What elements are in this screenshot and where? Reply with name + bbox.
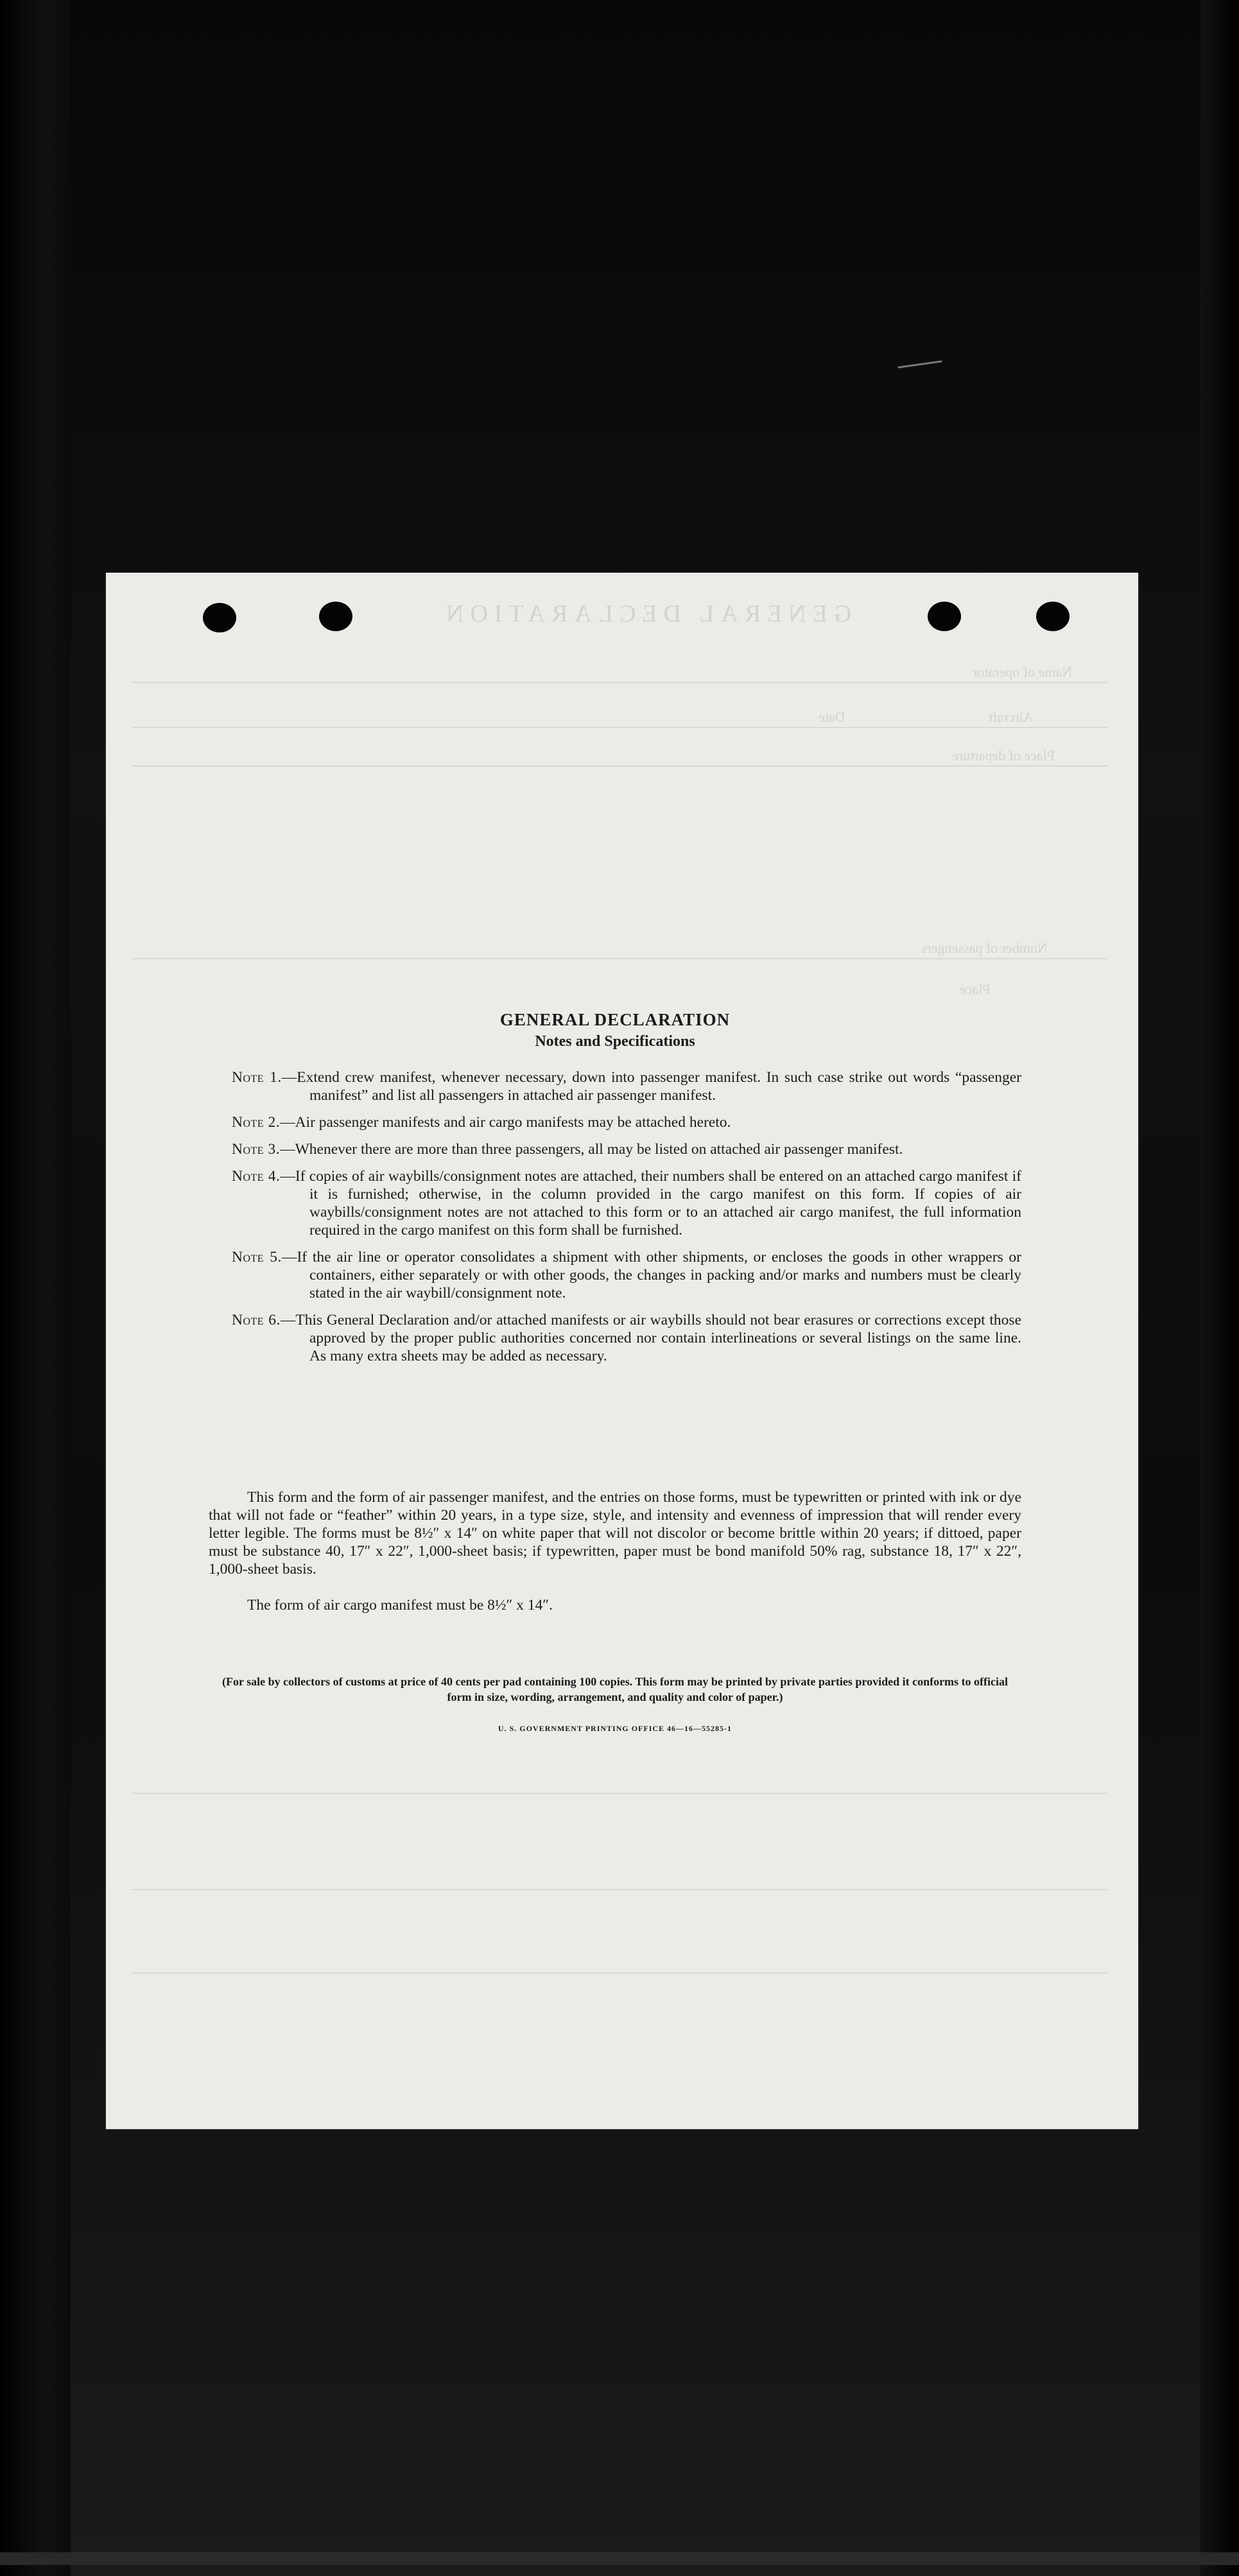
bleed-through-line-3: Date xyxy=(819,709,845,725)
note-item xyxy=(209,1248,1021,1302)
note-item xyxy=(209,1113,1021,1131)
note-text: —Air passenger manifests and air cargo manifests may be attached hereto. xyxy=(280,1114,731,1131)
note-text: —If the air line or operator consolidates a shipment with other shipments, or encloses the goods in other wrappers or containers, either separately or with other goods, the changes in packing and/or marks and numbers must be clearly stated in the air waybill/consignment note. xyxy=(281,1249,1021,1301)
notes-list xyxy=(209,1068,1021,1374)
note-text: —This General Declaration and/or attached manifests or air waybills should not bear erasures or corrections except those approved by the proper public authorities concerned nor contain interlineations or several listings on the same line. As many extra sheets may be added as necessary. xyxy=(280,1312,1021,1364)
note-item xyxy=(209,1167,1021,1239)
bleed-through-rule xyxy=(132,1793,1107,1794)
bleed-through-rule xyxy=(132,727,1107,728)
note-text: —Extend crew manifest, whenever necessary, down into passenger manifest. In such case strike out words “passenger manifest” and list all passengers in attached air passenger manifest. xyxy=(281,1069,1021,1104)
bleed-through-rule xyxy=(132,1889,1107,1890)
printer-imprint: U. S. GOVERNMENT PRINTING OFFICE 46—16—55285-1 xyxy=(498,1724,732,1733)
note-item xyxy=(209,1140,1021,1158)
sale-notice: (For sale by collectors of customs at price of 40 cents per pad containing 100 copies. This form may be printed by private parties provided it conforms to official form in size, wording, arrangement, and quality and color of paper.) xyxy=(221,1675,1009,1703)
punch-hole-4 xyxy=(1036,602,1070,631)
bleed-through-rule xyxy=(132,958,1107,959)
film-edge-left xyxy=(0,0,71,2576)
note-item xyxy=(209,1311,1021,1365)
bleed-through-line-2: Aircraft xyxy=(989,709,1034,725)
bleed-through-heading: GENERAL DECLARATION xyxy=(440,600,852,627)
punch-hole-1 xyxy=(203,603,236,632)
note-label: Note 3. xyxy=(232,1141,281,1158)
document-page xyxy=(106,573,1138,2129)
bleed-through-rule xyxy=(132,682,1107,683)
document-subtitle: Notes and Specifications xyxy=(535,1033,695,1050)
note-text: —If copies of air waybills/consignment notes are attached, their numbers shall be entered on an attached cargo manifest if it is furnished; otherwise, in the column provided in the cargo manifest on this form. If copies of air waybills/consignment notes are not attached to this form or to an attached air cargo manifest, the full information required in the cargo manifest on this form shall be furnished. xyxy=(280,1168,1021,1239)
bleed-through-line-1: Name of operator xyxy=(973,664,1073,680)
note-item xyxy=(209,1068,1021,1104)
bleed-through-rule xyxy=(132,765,1107,767)
film-edge-right xyxy=(1200,0,1239,2576)
note-label: Note 1. xyxy=(232,1069,282,1086)
note-label: Note 4. xyxy=(232,1168,281,1185)
note-text: —Whenever there are more than three passengers, all may be listed on attached air passenger manifest. xyxy=(280,1141,903,1158)
bleed-through-line-5: Number of passengers xyxy=(921,940,1048,956)
document-title: GENERAL DECLARATION xyxy=(499,1010,731,1029)
bleed-through-line-4: Place of departure xyxy=(952,747,1055,763)
specification-paragraph: This form and the form of air passenger manifest, and the entries on those forms, must be typewritten or printed with ink or dye that will not fade or “feather” within 20 years, in a type size, style, and intensity and evenness of impression that will render every letter legible. The forms must be 8½″ x 14″ on white paper that will not discolor or become brittle within 20 years; if dittoed, paper must be substance 40, 17″ x 22″, 1,000-sheet basis; if typewritten, paper must be bond manifold 50% rag, substance 18, 17″ x 22″, 1,000-sheet basis. xyxy=(209,1489,1021,1578)
film-bottom-edge xyxy=(0,2552,1239,2565)
note-label: Note 2. xyxy=(232,1114,281,1131)
bleed-through-line-6: Place xyxy=(960,981,991,997)
punch-hole-2 xyxy=(319,602,352,631)
cargo-manifest-size-paragraph: The form of air cargo manifest must be 8½″ x 14″. xyxy=(247,1597,553,1614)
bleed-through-rule xyxy=(132,1972,1107,1974)
punch-hole-3 xyxy=(928,602,961,631)
note-label: Note 5. xyxy=(232,1249,282,1266)
note-label: Note 6. xyxy=(232,1312,281,1328)
